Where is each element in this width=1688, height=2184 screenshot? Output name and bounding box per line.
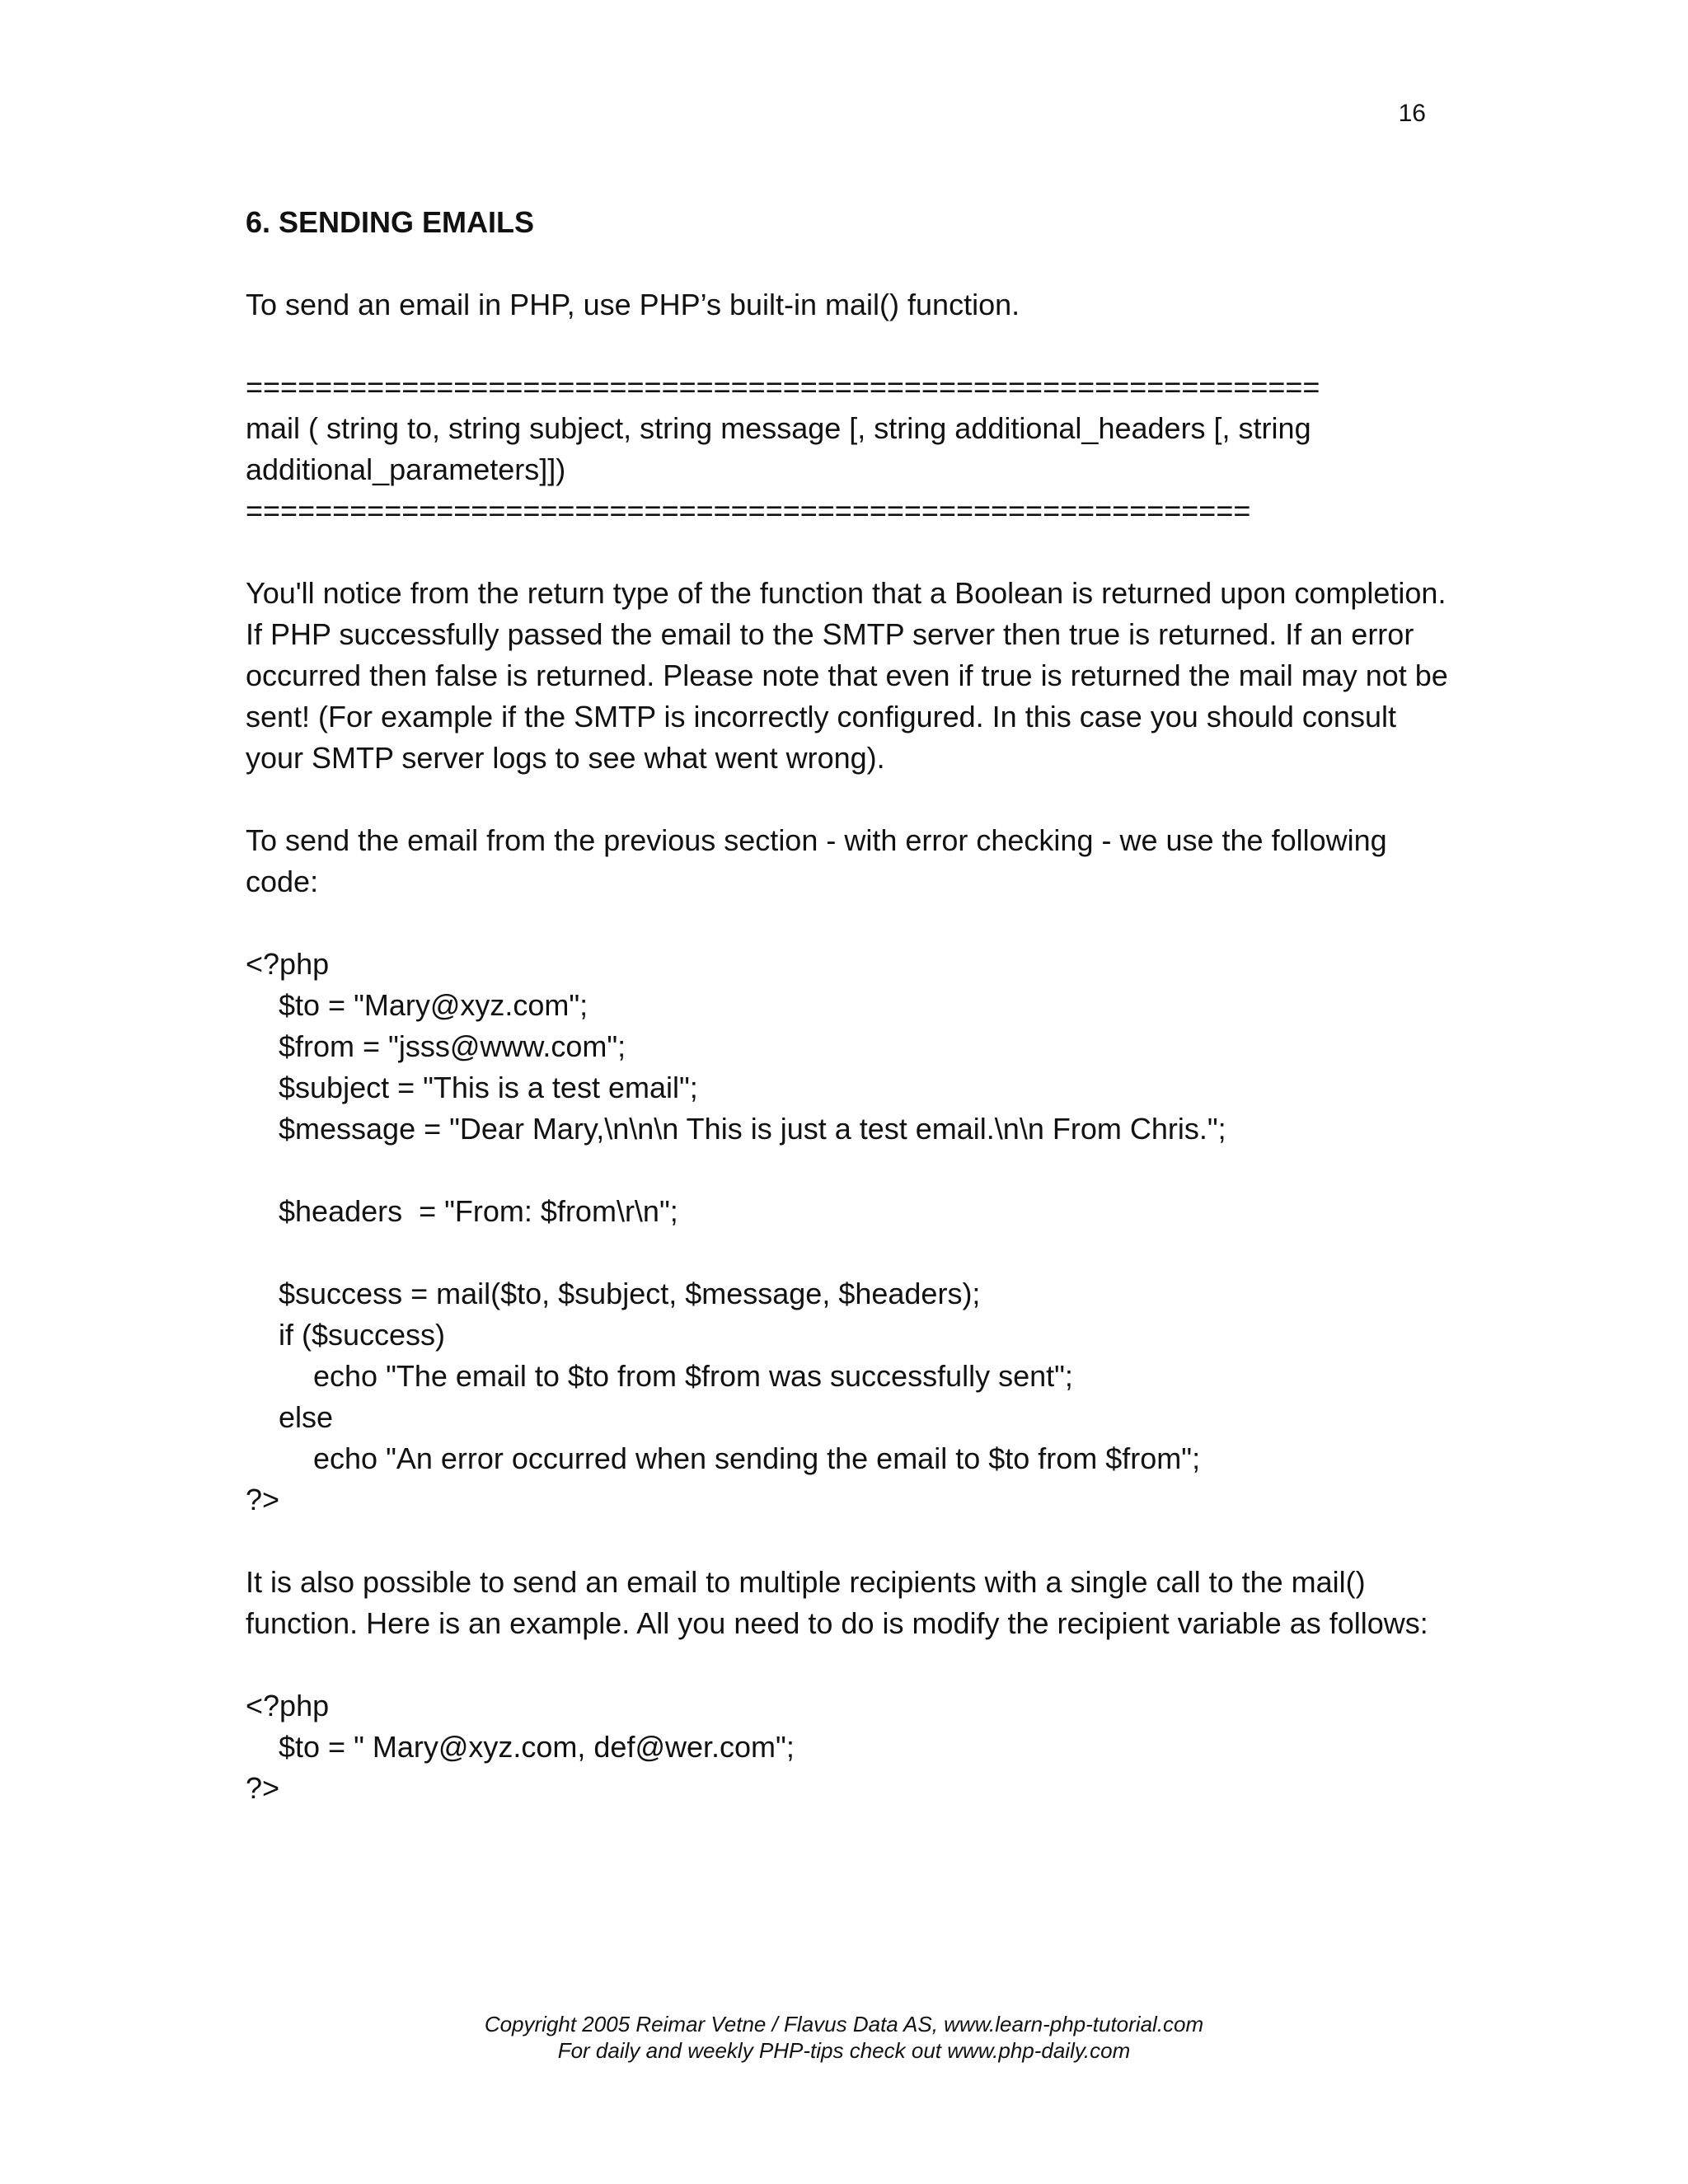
error-checking-paragraph: To send the email from the previous section - with error checking - we use the following code: [246, 823, 1387, 898]
page-number: 16 [1398, 100, 1426, 127]
spacer [246, 1150, 1449, 1191]
multiple-recipients-paragraph: It is also possible to send an email to multiple recipients with a single call to the mail() function. Here is an example. All you need to do is modify the recipient variable as follows: [246, 1565, 1428, 1640]
document-body [246, 202, 1449, 1809]
code-line: ?> [246, 1771, 280, 1805]
code-line: $success = mail($to, $subject, $message, $headers); [279, 1277, 981, 1310]
spacer [246, 532, 1449, 573]
spacer [246, 902, 1449, 944]
signature-line-1: mail ( string to, string subject, string message [, string additional_headers [, string [246, 411, 1311, 445]
spacer [246, 1644, 1449, 1685]
code-line: $headers = "From: $from\r\n"; [279, 1194, 678, 1228]
spacer [246, 1521, 1449, 1562]
code-line: $message = "Dear Mary,\n\n\n This is just a test email.\n\n From Chris."; [279, 1112, 1226, 1146]
code-line: <?php [246, 1689, 330, 1722]
code-line: echo "The email to $to from $from was successfully sent"; [313, 1359, 1073, 1393]
spacer [246, 1232, 1449, 1273]
signature-rule-top: ============================================================== [246, 370, 1320, 404]
code-block-multiple-recipients [246, 1685, 1449, 1809]
return-value-paragraph: You'll notice from the return type of the function that a Boolean is returned upon completion. If PHP successfully passed the email to the SMTP server then true is returned. If an error occurred then false is returned. Please note that even if true is returned the mail may not be sent! (For example if the SMTP is incorrectly configured. In this case you should consult your SMTP server logs to see what went wrong). [246, 576, 1448, 775]
section-heading: 6. SENDING EMAILS [246, 205, 535, 239]
code-line: $subject = "This is a test email"; [279, 1071, 698, 1104]
code-line: $from = "jsss@www.com"; [279, 1029, 626, 1063]
spacer [246, 326, 1449, 367]
signature-line-2: additional_parameters]]) [246, 452, 566, 486]
code-block-send-email [246, 944, 1449, 1521]
code-line: ?> [246, 1483, 280, 1516]
page-footer [0, 2011, 1688, 2064]
intro-paragraph: To send an email in PHP, use PHP’s built-in mail() function. [246, 288, 1020, 321]
code-line: $to = " Mary@xyz.com, def@wer.com"; [279, 1730, 795, 1764]
code-line: echo "An error occurred when sending the email to $to from $from"; [313, 1441, 1201, 1475]
footer-copyright: Copyright 2005 Reimar Vetne / Flavus Data AS, www.learn-php-tutorial.com [484, 2012, 1204, 2036]
code-line: else [279, 1400, 334, 1434]
spacer [246, 779, 1449, 820]
code-line: $to = "Mary@xyz.com"; [279, 988, 588, 1022]
function-signature [246, 367, 1449, 532]
signature-rule-bottom: ========================================================== [246, 494, 1251, 527]
code-line: if ($success) [279, 1318, 446, 1352]
spacer [246, 243, 1449, 284]
code-line: <?php [246, 947, 330, 981]
footer-tips: For daily and weekly PHP-tips check out www.php-daily.com [557, 2038, 1131, 2063]
